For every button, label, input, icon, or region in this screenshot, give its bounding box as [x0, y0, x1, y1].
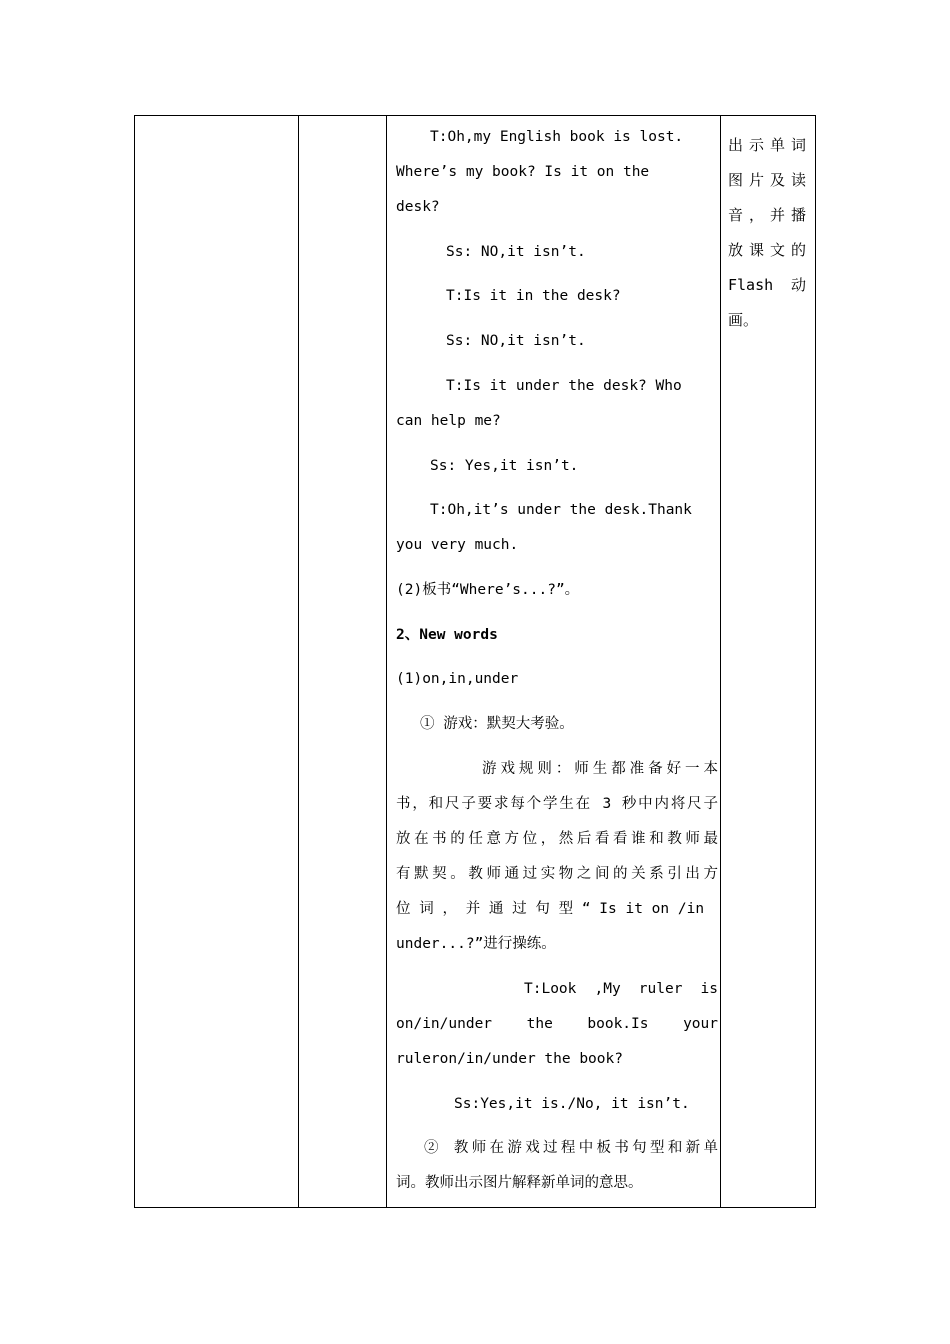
dialogue-line: T:Oh,it’s under the desk.Thank [430, 502, 692, 518]
column-divider-2 [386, 115, 387, 1208]
dialogue-line: Ss: Yes,it isn’t. [430, 458, 579, 474]
note-line: Flash 动 [728, 276, 806, 294]
game-rules-line: 位 词 ， 并 通 过 句 型 “ Is it on /in [396, 901, 705, 917]
board-writing-line: (2)板书“Where’s...?”。 [396, 582, 580, 598]
table-left-border [134, 115, 135, 1208]
column-divider-1 [298, 115, 299, 1208]
table-top-border [134, 115, 816, 116]
game-title: ① 游戏：默契大考验。 [420, 716, 574, 732]
step-line: ② 教师在游戏过程中板书句型和新单 [424, 1140, 718, 1156]
dialogue-line: T:Is it under the desk? Who [446, 378, 682, 394]
dialogue-line: T:Oh,my English book is lost. [430, 129, 684, 145]
dialogue-line: Ss: NO,it isn’t. [446, 333, 586, 349]
column-divider-3 [720, 115, 721, 1208]
note-line: 画。 [728, 311, 759, 329]
dialogue-line: desk? [396, 199, 440, 215]
dialogue-line: T:Is it in the desk? [446, 288, 621, 304]
section-heading: 2、New words [396, 627, 498, 643]
dialogue-line: Ss: NO,it isn’t. [446, 244, 586, 260]
lesson-table [134, 115, 816, 1208]
dialogue-line: T:Look ,My ruler is [524, 981, 718, 997]
dialogue-line: Ss:Yes,it is./No, it isn’t. [454, 1096, 690, 1112]
game-rules-line: 有默契。教师通过实物之间的关系引出方 [396, 866, 718, 882]
subsection-heading: (1)on,in,under [396, 671, 519, 687]
game-rules-line: 游戏规则：师生都准备好一本 [482, 761, 718, 777]
table-right-border [815, 115, 816, 1208]
dialogue-line: Where’s my book? Is it on the [396, 164, 650, 180]
dialogue-line: can help me? [396, 413, 501, 429]
note-line: 音，并播 [728, 206, 806, 224]
note-line: 出示单词 [728, 136, 806, 154]
table-bottom-border [134, 1207, 816, 1208]
step-line: 词。教师出示图片解释新单词的意思。 [396, 1175, 643, 1191]
game-rules-line: 放在书的任意方位，然后看看谁和教师最 [396, 831, 718, 847]
note-line: 放课文的 [728, 241, 806, 259]
design-notes-cell [728, 128, 806, 338]
dialogue-line: ruleron/in/under the book? [396, 1051, 623, 1067]
game-rules-line: 书，和尺子要求每个学生在 3 秒中内将尺子 [396, 796, 718, 812]
note-line: 图片及读 [728, 171, 806, 189]
dialogue-line: you very much. [396, 537, 519, 553]
game-rules-line: under...?”进行操练。 [396, 936, 556, 952]
dialogue-line: on/in/under the book.Is your [396, 1016, 718, 1032]
